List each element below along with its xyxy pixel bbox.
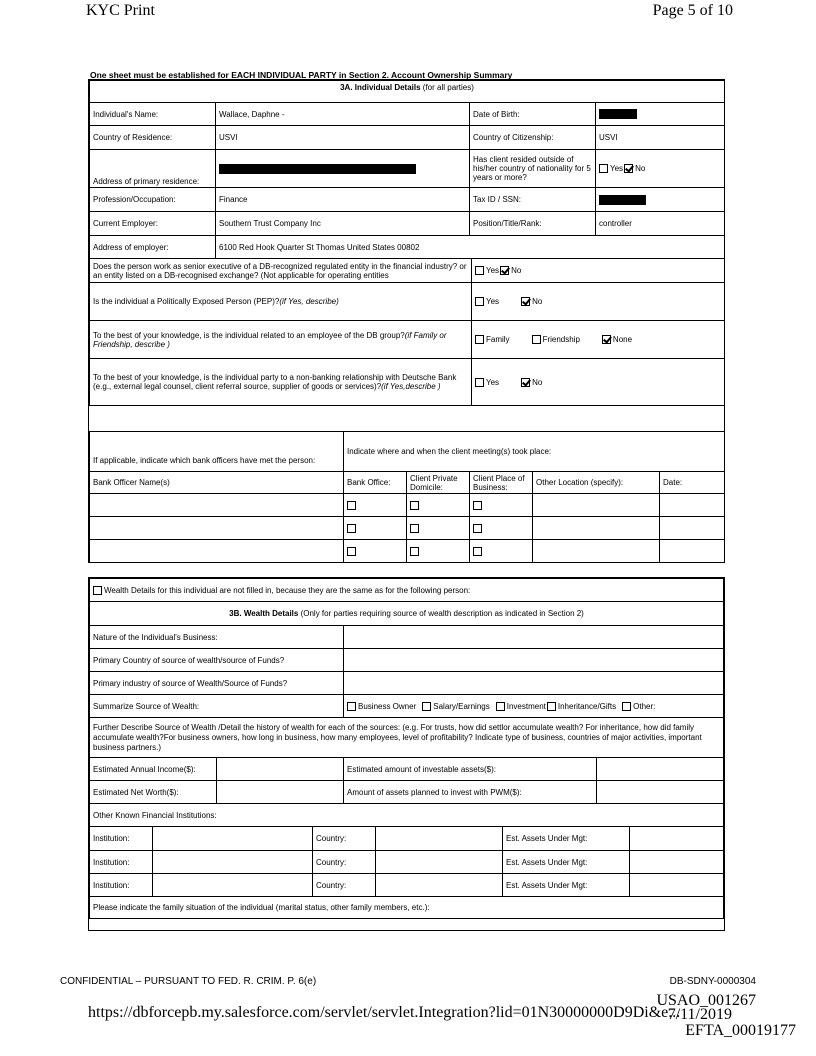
date-cell[interactable]	[660, 517, 725, 540]
no-checkbox[interactable]	[521, 297, 530, 306]
nonbanking-question: To the best of your knowledge, is the individual party to a non-banking relationship with Deutsche Bank (e.g., external legal counsel, client referral source, supplier of goods or services)?(if Yes,describe )	[90, 359, 472, 406]
print-date: 7/11/2019	[667, 1006, 732, 1023]
name-value: Wallace, Daphne -	[216, 103, 470, 126]
table-row	[90, 851, 724, 874]
net-worth-value[interactable]	[217, 781, 344, 804]
col-other-location: Other Location (specify):	[533, 472, 660, 494]
date-cell[interactable]	[660, 540, 725, 563]
family-checkbox[interactable]	[475, 335, 484, 344]
yes-checkbox[interactable]	[475, 266, 484, 275]
employer-address-label: Address of employer:	[90, 236, 216, 259]
place-of-business-checkbox[interactable]	[473, 524, 482, 533]
bank-office-checkbox[interactable]	[347, 524, 356, 533]
confidential-notice: CONFIDENTIAL – PURSUANT TO FED. R. CRIM. P. 6(e)	[60, 976, 317, 987]
no-checkbox[interactable]	[624, 164, 633, 173]
residence-label: Country of Residence:	[90, 126, 216, 150]
nature-value[interactable]	[344, 626, 724, 649]
institutions-table	[89, 826, 724, 919]
place-of-business-checkbox[interactable]	[473, 501, 482, 510]
usao-stamp: USAO_001267	[656, 992, 756, 1009]
col-place-of-business: Client Place of Business:	[470, 472, 533, 494]
meeting-label: Indicate where and when the client meeting(s) took place:	[344, 432, 725, 472]
print-url: https://dbforcepb.my.salesforce.com/servlet/servlet.Integration?lid=01N30000000D9Di&e...	[88, 1004, 681, 1021]
institution-value[interactable]	[153, 851, 313, 874]
profession-value: Finance	[216, 188, 470, 212]
questions-table	[89, 258, 725, 406]
net-worth-label: Estimated Net Worth($):	[90, 781, 217, 804]
same-as-row: Wealth Details for this individual are not filled in, because they are the same as for the following person:	[90, 579, 724, 602]
same-as-checkbox[interactable]	[93, 586, 102, 595]
page-number: Page 5 of 10	[652, 2, 733, 19]
investable-label: Estimated amount of investable assets($):	[344, 758, 597, 781]
private-domicile-checkbox[interactable]	[410, 524, 419, 533]
primary-country-value[interactable]	[344, 649, 724, 672]
officer-name-cell[interactable]	[90, 494, 344, 517]
profession-label: Profession/Occupation:	[90, 188, 216, 212]
redaction-block	[599, 109, 637, 119]
dob-value	[596, 103, 725, 126]
country-label: Country:	[313, 827, 376, 851]
est-assets-label: Est. Assets Under Mgt:	[503, 874, 630, 897]
institution-label: Institution:	[90, 874, 153, 897]
family-situation-label: Please indicate the family situation of the individual (marital status, other family members, etc.):	[90, 897, 724, 919]
table-row	[90, 540, 725, 563]
position-label: Position/Title/Rank:	[470, 212, 596, 236]
related-question: To the best of your knowledge, is the individual related to an employee of the DB group?(if Family or Friendship, describe )	[90, 321, 472, 359]
institution-value[interactable]	[153, 874, 313, 897]
country-label: Country:	[313, 851, 376, 874]
planned-label: Amount of assets planned to invest with PWM($):	[344, 781, 597, 804]
investment-checkbox[interactable]	[496, 702, 505, 711]
efta-number: EFTA_00019177	[685, 1022, 796, 1039]
address-label: Address of primary residence:	[90, 150, 216, 188]
income-table	[89, 757, 724, 827]
date-cell[interactable]	[660, 494, 725, 517]
private-domicile-checkbox[interactable]	[410, 501, 419, 510]
investable-value[interactable]	[597, 758, 724, 781]
none-checkbox[interactable]	[602, 335, 611, 344]
other-location-cell[interactable]	[533, 517, 660, 540]
print-header-title: KYC Print	[86, 2, 155, 19]
position-value: controller	[596, 212, 725, 236]
residence-value: USVI	[216, 126, 470, 150]
yes-checkbox[interactable]	[475, 297, 484, 306]
yes-checkbox[interactable]	[475, 378, 484, 387]
place-of-business-checkbox[interactable]	[473, 547, 482, 556]
no-checkbox[interactable]	[500, 266, 509, 275]
bank-officer-meetings-table	[89, 431, 725, 563]
yes-checkbox[interactable]	[599, 164, 608, 173]
country-value[interactable]	[376, 851, 503, 874]
country-label: Country:	[313, 874, 376, 897]
est-assets-value[interactable]	[630, 827, 724, 851]
inheritance-checkbox[interactable]	[547, 702, 556, 711]
employer-label: Current Employer:	[90, 212, 216, 236]
officers-label: If applicable, indicate which bank officers have met the person:	[90, 432, 344, 472]
dob-label: Date of Birth:	[470, 103, 596, 126]
country-value[interactable]	[376, 874, 503, 897]
citizenship-label: Country of Citizenship:	[470, 126, 596, 150]
address-value	[216, 150, 470, 188]
other-institutions-label: Other Known Financial Institutions:	[90, 804, 724, 827]
bank-office-checkbox[interactable]	[347, 547, 356, 556]
name-label: Individual's Name:	[90, 103, 216, 126]
pep-options: Yes No	[472, 283, 725, 321]
redaction-block	[219, 164, 416, 174]
est-assets-value[interactable]	[630, 874, 724, 897]
other-location-cell[interactable]	[533, 540, 660, 563]
individual-details-table	[89, 80, 725, 259]
pep-question: Is the individual a Politically Exposed Person (PEP)?(if Yes, describe)	[90, 283, 472, 321]
col-officer: Bank Officer Name(s)	[90, 472, 344, 494]
no-checkbox[interactable]	[521, 378, 530, 387]
citizenship-value: USVI	[596, 126, 725, 150]
col-private-domicile: Client Private Domicile:	[407, 472, 470, 494]
bank-office-checkbox[interactable]	[347, 501, 356, 510]
salary-checkbox[interactable]	[422, 702, 431, 711]
col-date: Date:	[660, 472, 725, 494]
redaction-block	[599, 195, 646, 205]
spacer	[89, 406, 724, 431]
table-row	[90, 517, 725, 540]
table-row	[90, 494, 725, 517]
other-checkbox[interactable]	[622, 702, 631, 711]
section-3a-title: 3A. Individual Details (for all parties)	[90, 81, 725, 103]
sheet-instruction: One sheet must be established for EACH INDIVIDUAL PARTY in Section 2. Account Ownership Summary	[90, 70, 513, 80]
private-domicile-checkbox[interactable]	[410, 547, 419, 556]
bates-number: DB-SDNY-0000304	[669, 976, 756, 987]
nonbanking-options: Yes No	[472, 359, 725, 406]
resided-outside-label: Has client resided outside of his/her country of nationality for 5 years or more?	[470, 150, 596, 188]
institution-label: Institution:	[90, 851, 153, 874]
senior-exec-question: Does the person work as senior executive of a DB-recognized regulated entity in the financial industry? or an entity listed on a DB-recognised exchange? (Not applicable for operating entities	[90, 259, 472, 283]
est-assets-value[interactable]	[630, 851, 724, 874]
officer-name-cell[interactable]	[90, 517, 344, 540]
country-value[interactable]	[376, 827, 503, 851]
wealth-details-table	[89, 578, 724, 758]
planned-value[interactable]	[597, 781, 724, 804]
further-describe: Further Describe Source of Wealth /Detail the history of wealth for each of the sources: (e.g. For trusts, how did settlor accumulate wealth? For inheritance, how did family accumulate wealth?For business owners, how long in business, how many employees, level of profitability? Indicate type of business, countries of major activities, important business partners.)	[90, 718, 724, 758]
other-location-cell[interactable]	[533, 494, 660, 517]
section-3a-individual-details	[88, 79, 725, 563]
annual-income-value[interactable]	[217, 758, 344, 781]
taxid-label: Tax ID / SSN:	[470, 188, 596, 212]
nature-label: Nature of the Individual's Business:	[90, 626, 344, 649]
employer-value: Southern Trust Company Inc	[216, 212, 470, 236]
section-3b-title: 3B. Wealth Details (Only for parties requiring source of wealth description as indicated in Section 2)	[90, 602, 724, 626]
col-bank-office: Bank Office:	[344, 472, 407, 494]
resided-outside-options: Yes No	[596, 150, 725, 188]
taxid-value	[596, 188, 725, 212]
source-of-wealth-options: Business Owner Salary/Earnings Investment Inheritance/Gifts Other:	[344, 695, 724, 718]
primary-industry-label: Primary industry of source of Wealth/Source of Funds?	[90, 672, 344, 695]
primary-country-label: Primary Country of source of wealth/source of Funds?	[90, 649, 344, 672]
table-row	[90, 874, 724, 897]
senior-exec-options: Yes No	[472, 259, 725, 283]
primary-industry-value[interactable]	[344, 672, 724, 695]
annual-income-label: Estimated Annual Income($):	[90, 758, 217, 781]
table-row	[90, 827, 724, 851]
est-assets-label: Est. Assets Under Mgt:	[503, 827, 630, 851]
employer-address-value: 6100 Red Hook Quarter St Thomas United States 00802	[216, 236, 725, 259]
friendship-checkbox[interactable]	[532, 335, 541, 344]
related-options: Family Friendship None	[472, 321, 725, 359]
officer-name-cell[interactable]	[90, 540, 344, 563]
institution-label: Institution:	[90, 827, 153, 851]
business-owner-checkbox[interactable]	[347, 702, 356, 711]
summarize-label: Summarize Source of Wealth:	[90, 695, 344, 718]
section-3b-wealth-details	[88, 577, 725, 931]
institution-value[interactable]	[153, 827, 313, 851]
est-assets-label: Est. Assets Under Mgt:	[503, 851, 630, 874]
